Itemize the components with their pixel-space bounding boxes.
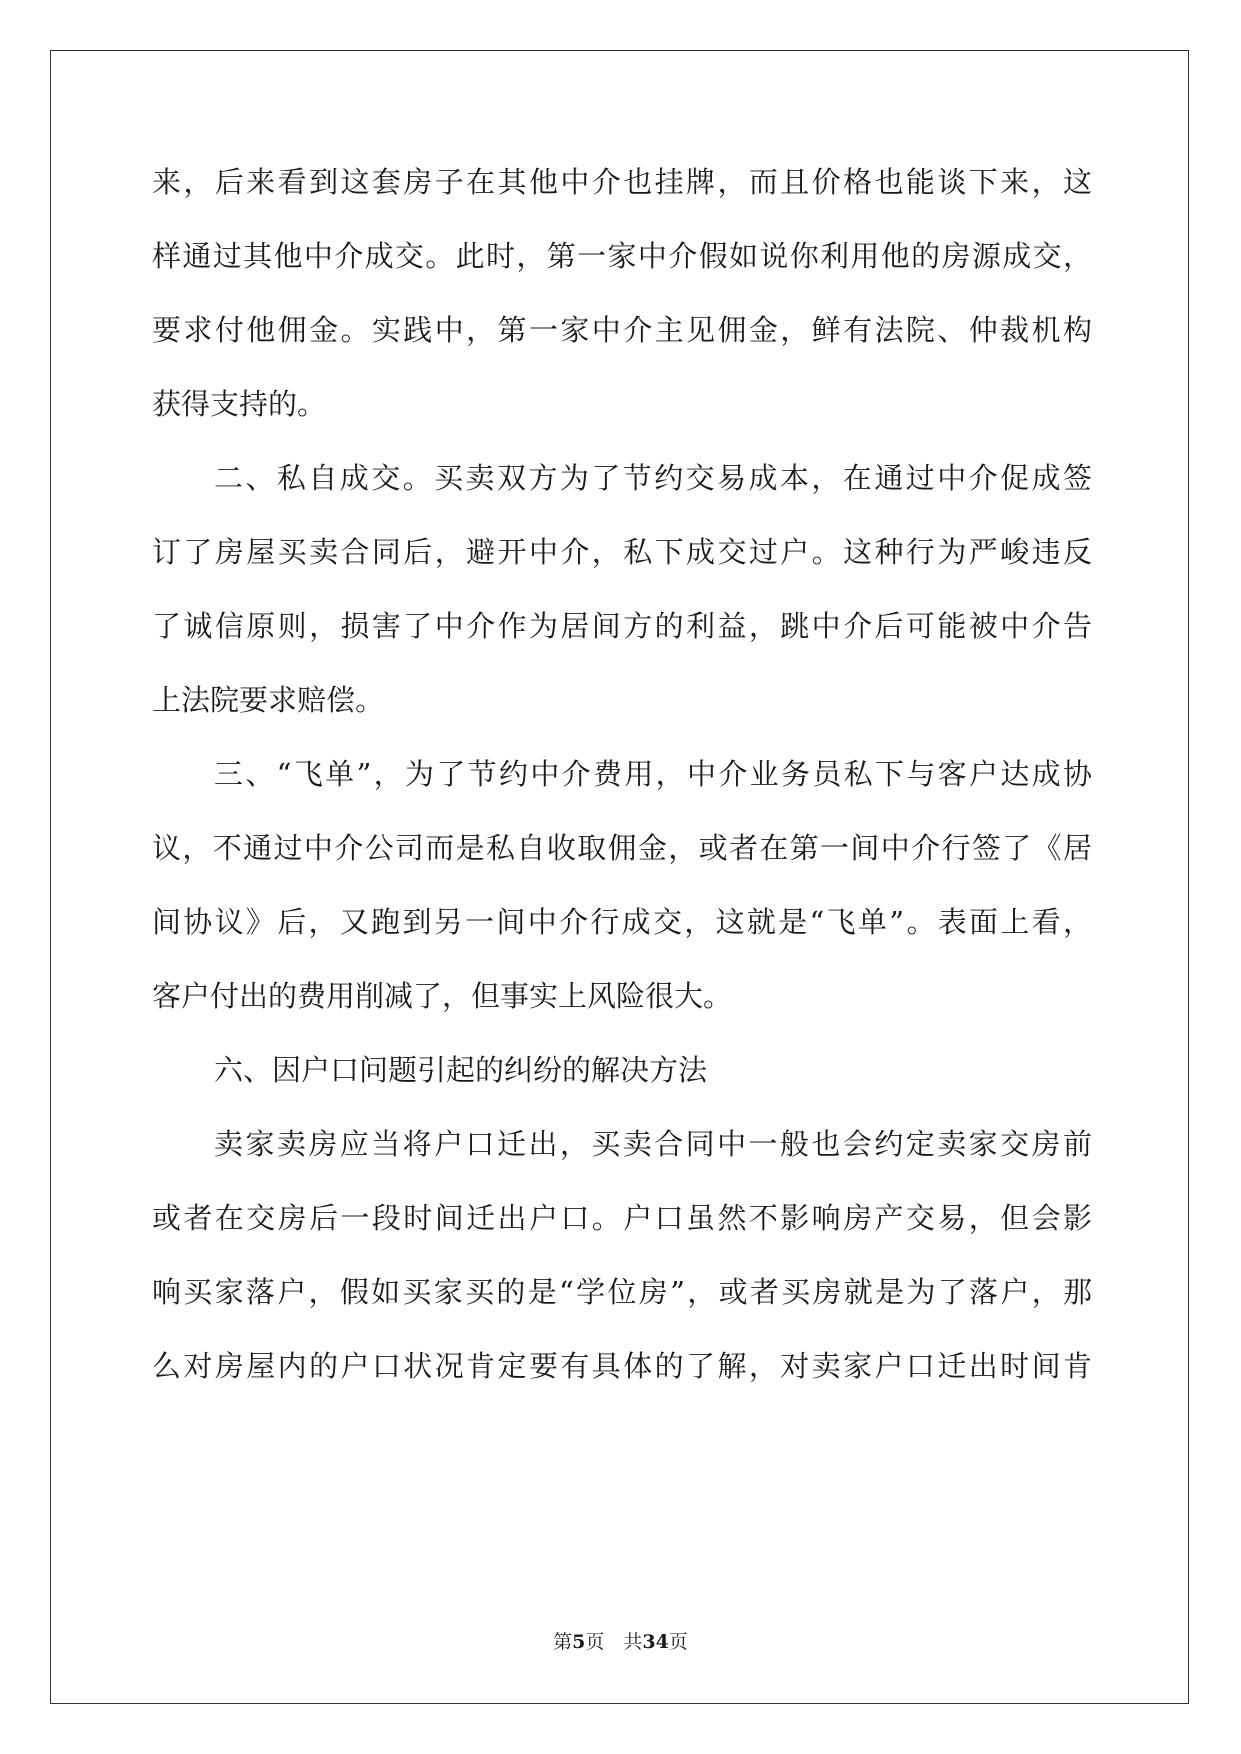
footer-suffix: 页 bbox=[668, 1631, 688, 1653]
text-line: 客户付出的费用削减了，但事实上风险很大。 bbox=[152, 979, 733, 1013]
paragraph-start-line: 三、“飞单”，为了节约中介费用，中介业务员私下与客户达成协 bbox=[214, 757, 1092, 791]
total-page-number: 34 bbox=[642, 1631, 669, 1653]
text-line: 响买家落户，假如买家买的是“学位房”，或者买房就是为了落户，那 bbox=[152, 1275, 1092, 1309]
footer-prefix: 第 bbox=[553, 1631, 573, 1653]
text-line: 获得支持的。 bbox=[152, 387, 327, 421]
footer-mid: 页 共 bbox=[585, 1631, 643, 1653]
current-page-number: 5 bbox=[572, 1631, 586, 1653]
text-line: 间协议》后，又跑到另一间中介行成交，这就是“飞单”。表面上看， bbox=[152, 905, 1092, 939]
text-line: 要求付他佣金。实践中，第一家中介主见佣金，鲜有法院、仲裁机构 bbox=[152, 313, 1092, 347]
page-footer bbox=[0, 1630, 1241, 1654]
text-line: 议，不通过中介公司而是私自收取佣金，或者在第一间中介行签了《居 bbox=[152, 831, 1092, 865]
text-line: 订了房屋买卖合同后，避开中介，私下成交过户。这种行为严峻违反 bbox=[152, 535, 1092, 569]
text-line: 来，后来看到这套房子在其他中介也挂牌，而且价格也能谈下来，这 bbox=[152, 165, 1092, 199]
text-line: 么对房屋内的户口状况肯定要有具体的了解，对卖家户口迁出时间肯 bbox=[152, 1349, 1092, 1383]
text-line: 上法院要求赔偿。 bbox=[152, 683, 385, 717]
page-border bbox=[50, 50, 1189, 1704]
text-line: 了诚信原则，损害了中介作为居间方的利益，跳中介后可能被中介告 bbox=[152, 609, 1092, 643]
section-heading: 六、因户口问题引起的纠纷的解决方法 bbox=[214, 1053, 708, 1087]
text-line: 或者在交房后一段时间迁出户口。户口虽然不影响房产交易，但会影 bbox=[152, 1201, 1092, 1235]
paragraph-start-line: 卖家卖房应当将户口迁出，买卖合同中一般也会约定卖家交房前 bbox=[214, 1127, 1092, 1161]
paragraph-start-line: 二、私自成交。买卖双方为了节约交易成本，在通过中介促成签 bbox=[214, 461, 1092, 495]
text-line: 样通过其他中介成交。此时，第一家中介假如说你利用他的房源成交， bbox=[152, 239, 1092, 273]
